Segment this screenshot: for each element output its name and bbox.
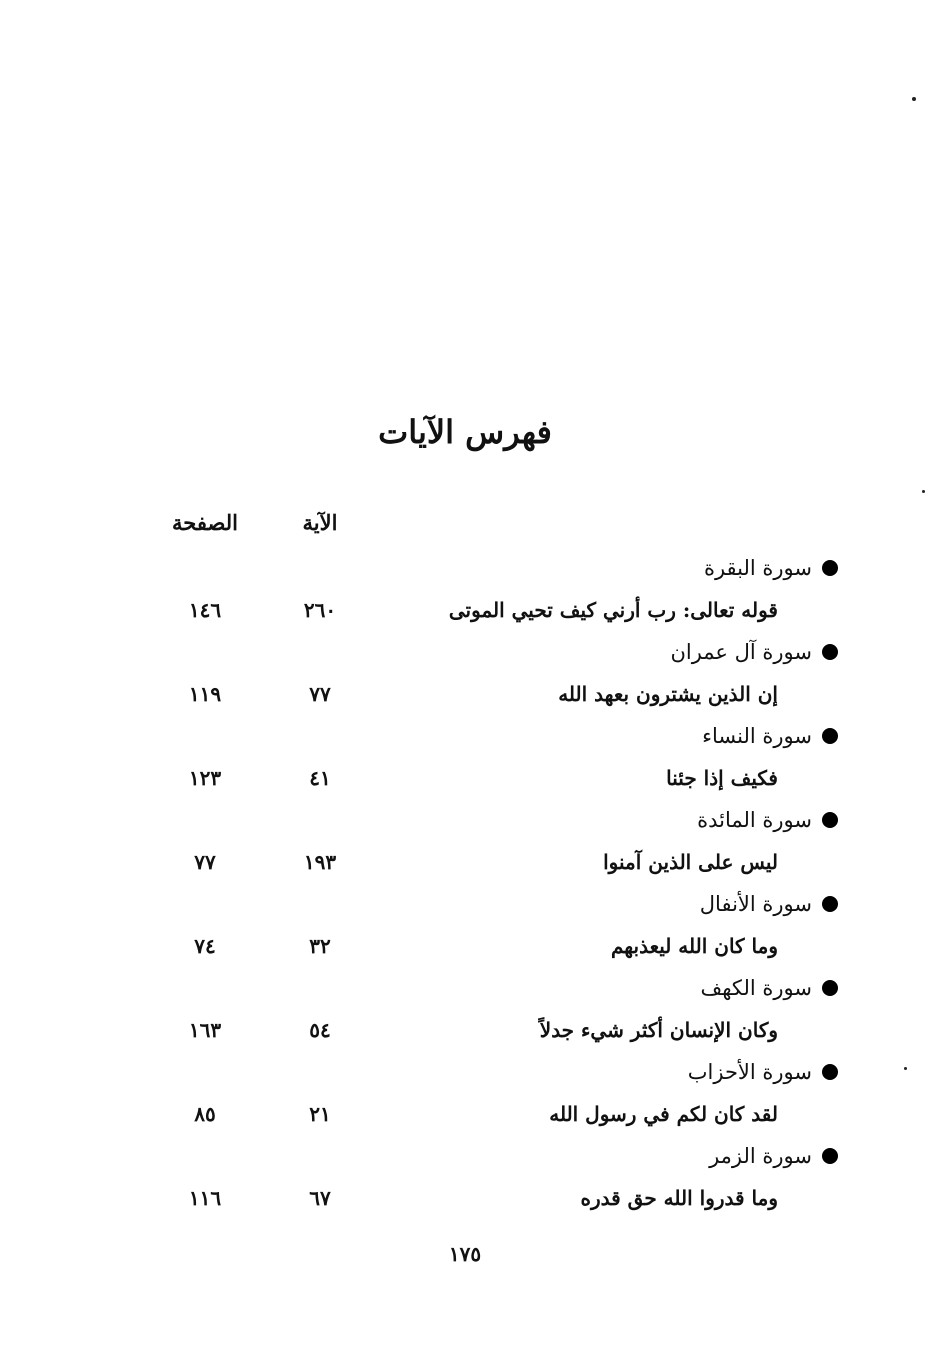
surah-name: سورة المائدة (697, 808, 812, 832)
ayah-number: ٣٢ (309, 934, 331, 958)
surah-entry (120, 547, 840, 631)
surah-name: سورة البقرة (703, 556, 812, 580)
page-reference: ٨٥ (194, 1102, 216, 1126)
surah-entry (120, 799, 840, 883)
bullet-icon (822, 560, 838, 576)
page-reference: ١٢٣ (188, 766, 222, 790)
verse-text: قوله تعالى: رب أرني كيف تحيي الموتى (448, 598, 778, 622)
surah-name: سورة الكهف (700, 976, 812, 1000)
surah-heading-row (120, 967, 840, 1009)
page-reference: ٧٧ (194, 850, 216, 874)
verse-row (120, 589, 840, 631)
bullet-icon (822, 728, 838, 744)
verse-text: لقد كان لكم في رسول الله (549, 1102, 778, 1126)
verse-text: إن الذين يشترون بعهد الله (558, 682, 778, 706)
surah-name: سورة الزمر (709, 1144, 812, 1168)
bullet-icon (822, 896, 838, 912)
surah-heading-row (120, 1051, 840, 1093)
surah-entry (120, 715, 840, 799)
page-reference: ١٤٦ (188, 598, 222, 622)
bullet-icon (822, 980, 838, 996)
verse-row (120, 841, 840, 883)
verse-row (120, 1009, 840, 1051)
surah-heading-row (120, 799, 840, 841)
column-header-ayah: الآية (302, 510, 338, 535)
surah-entry (120, 883, 840, 967)
verse-row (120, 1177, 840, 1219)
surah-entry (120, 631, 840, 715)
bullet-icon (822, 644, 838, 660)
surah-name: سورة الأحزاب (687, 1060, 812, 1084)
surah-entry (120, 967, 840, 1051)
page-reference: ١١٦ (188, 1186, 222, 1210)
page-reference: ٧٤ (194, 934, 216, 958)
verse-row (120, 757, 840, 799)
surah-heading-row (120, 715, 840, 757)
surah-heading-row (120, 1135, 840, 1177)
verse-row (120, 673, 840, 715)
ayah-number: ٢١ (309, 1102, 331, 1126)
surah-name: سورة آل عمران (670, 640, 812, 664)
bullet-icon (822, 812, 838, 828)
ayah-number: ٥٤ (309, 1018, 331, 1042)
verse-text: وكان الإنسان أكثر شيء جدلاً (539, 1018, 778, 1042)
scan-speck (904, 1067, 907, 1070)
ayah-number: ٢٦٠ (303, 598, 337, 622)
verse-text: فكيف إذا جئنا (666, 766, 778, 790)
surah-heading-row (120, 883, 840, 925)
surah-name: سورة الأنفال (699, 892, 812, 916)
surah-name: سورة النساء (702, 724, 812, 748)
page-reference: ١١٩ (188, 682, 222, 706)
ayah-number: ٤١ (309, 766, 331, 790)
verse-index-list (120, 547, 840, 1219)
ayah-number: ٦٧ (309, 1186, 331, 1210)
page-number: ١٧٥ (448, 1242, 482, 1266)
scan-speck (912, 97, 916, 101)
verse-row (120, 1093, 840, 1135)
verse-text: ليس على الذين آمنوا (603, 850, 778, 874)
surah-heading-row (120, 631, 840, 673)
bullet-icon (822, 1064, 838, 1080)
bullet-icon (822, 1148, 838, 1164)
surah-heading-row (120, 547, 840, 589)
surah-entry (120, 1135, 840, 1219)
page-reference: ١٦٣ (188, 1018, 222, 1042)
column-header-page: الصفحة (172, 510, 238, 535)
verse-text: وما قدروا الله حق قدره (580, 1186, 778, 1210)
verse-row (120, 925, 840, 967)
surah-entry (120, 1051, 840, 1135)
verse-text: وما كان الله ليعذبهم (610, 934, 778, 958)
ayah-number: ٧٧ (309, 682, 331, 706)
page-title: فهرس الآيات (378, 413, 552, 451)
ayah-number: ١٩٣ (303, 850, 337, 874)
scan-speck (922, 490, 925, 493)
